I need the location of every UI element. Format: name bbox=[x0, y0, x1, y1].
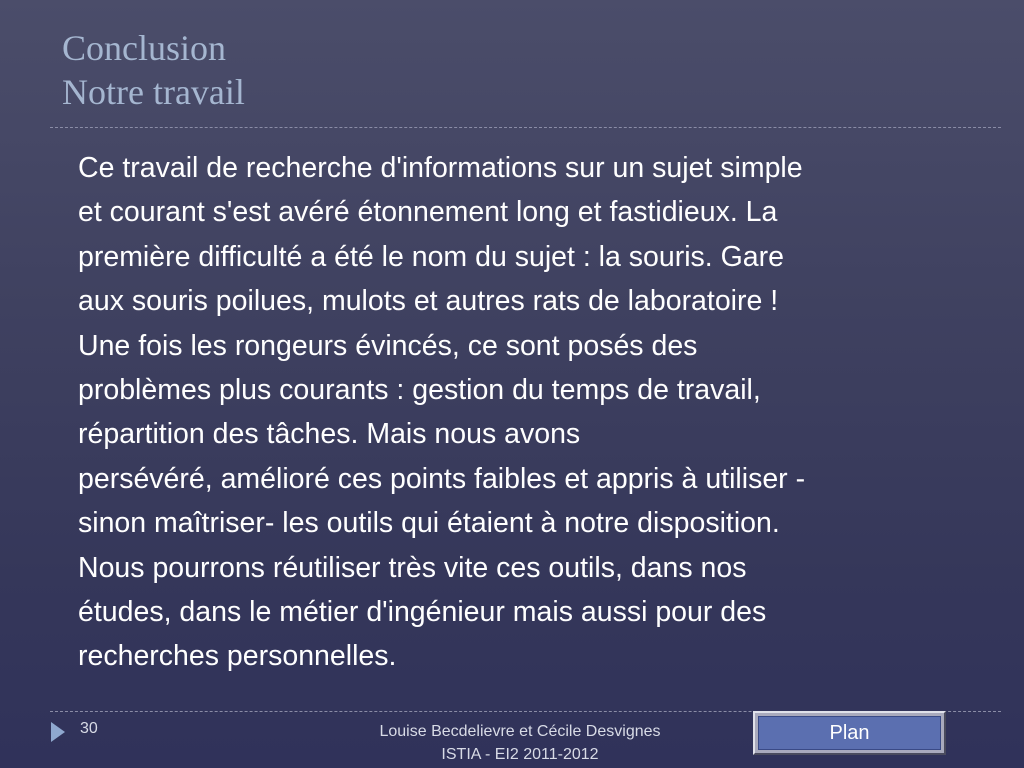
footer-credits bbox=[340, 720, 700, 766]
triangle-right-icon bbox=[51, 722, 65, 742]
slide-number: 30 bbox=[80, 720, 98, 737]
plan-button[interactable] bbox=[753, 711, 946, 755]
body-line: recherches personnelles. bbox=[78, 640, 397, 673]
body-line: Nous pourrons réutiliser très vite ces outils, dans nos bbox=[78, 551, 747, 584]
body-line: première difficulté a été le nom du sujet : la souris. Gare bbox=[78, 240, 784, 273]
body-line: sinon maîtriser- les outils qui étaient à notre disposition. bbox=[78, 507, 780, 540]
body-line: persévéré, amélioré ces points faibles et appris à utiliser - bbox=[78, 462, 806, 495]
slide-title-line-2: Notre travail bbox=[62, 72, 245, 112]
footer-course: ISTIA - EI2 2011-2012 bbox=[441, 746, 599, 763]
body-line: aux souris poilues, mulots et autres rats de laboratoire ! bbox=[78, 285, 779, 318]
body-line: répartition des tâches. Mais nous avons bbox=[78, 418, 581, 451]
slide-title bbox=[62, 26, 962, 114]
slide-body bbox=[78, 146, 978, 679]
body-line: études, dans le métier d'ingénieur mais aussi pour des bbox=[78, 596, 767, 629]
slide-title-line-1: Conclusion bbox=[62, 28, 227, 68]
body-line: et courant s'est avéré étonnement long et fastidieux. La bbox=[78, 196, 778, 229]
title-divider bbox=[50, 127, 1001, 128]
footer-authors: Louise Becdelievre et Cécile Desvignes bbox=[379, 723, 661, 740]
body-line: Ce travail de recherche d'informations sur un sujet simple bbox=[78, 152, 803, 184]
plan-button-label: Plan bbox=[758, 716, 941, 750]
body-line: problèmes plus courants : gestion du temps de travail, bbox=[78, 374, 761, 407]
body-line: Une fois les rongeurs évincés, ce sont posés des bbox=[78, 329, 698, 362]
